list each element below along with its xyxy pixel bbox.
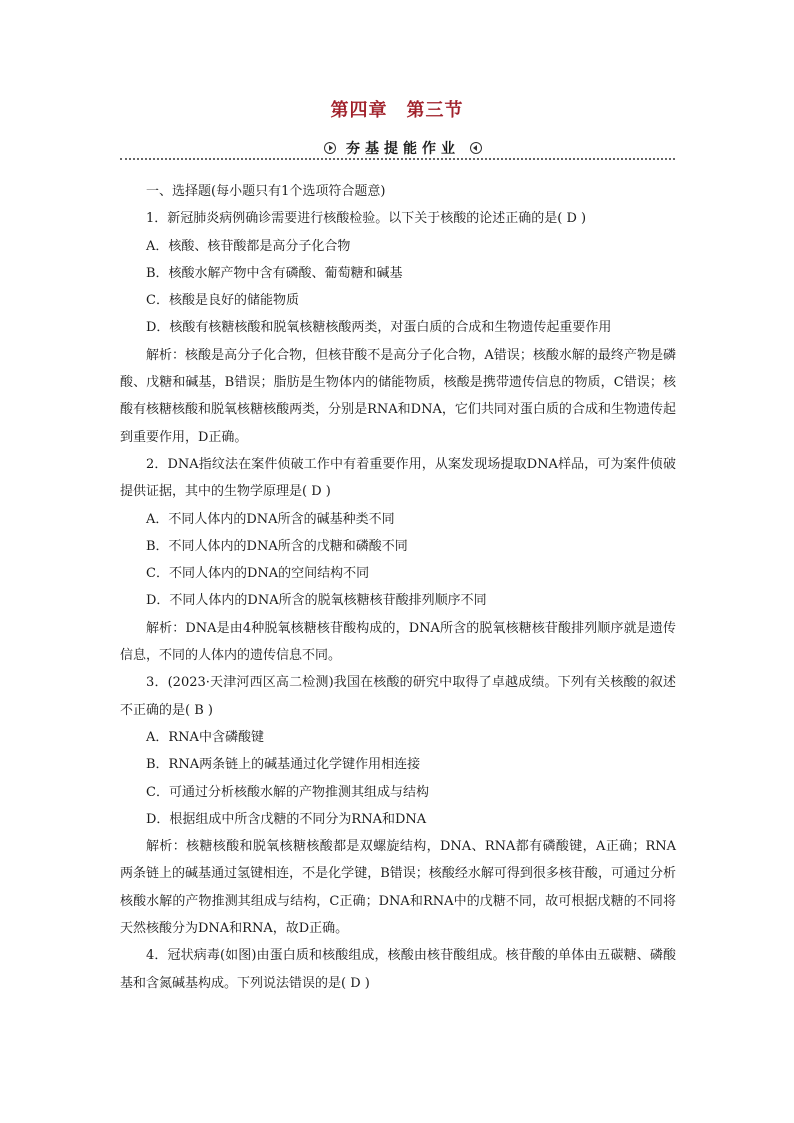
option-c: C．可通过分析核酸水解的产物推测其组成与结构	[146, 784, 429, 800]
question-4	[120, 942, 676, 997]
option-c: C．不同人体内的DNA的空间结构不同	[146, 566, 370, 582]
option-a: A．核酸、核苷酸都是高分子化合物	[146, 238, 351, 254]
section-banner	[120, 138, 675, 162]
question-stem: 1．新冠肺炎病例确诊需要进行核酸检验。以下关于核酸的论述正确的是( D )	[146, 211, 587, 227]
question-2	[120, 451, 676, 669]
question-analysis: 解析：核酸是高分子化合物，但核苷酸不是高分子化合物，A错误；核酸水解的最终产物是磷酸、戊糖和碱基，B错误；脂肪是生物体内的储能物质，核酸是携带遗传信息的物质，C错误；核酸有核糖核酸和脱氧核糖核酸两类，分别是RNA和DNA，它们共同对蛋白质的合成和生物遗传起到重要作用，D正确。	[120, 347, 676, 445]
play-left-icon	[470, 142, 482, 154]
play-right-icon	[324, 142, 336, 154]
question-1	[120, 205, 676, 451]
option-d: D．不同人体内的DNA所含的脱氧核糖核苷酸排列顺序不同	[146, 593, 487, 609]
question-stem: 3．(2023·天津河西区高二检测)我国在核酸的研究中取得了卓越成绩。下列有关核酸的叙述不正确的是( B )	[120, 675, 676, 718]
option-d: D．核酸有核糖核酸和脱氧核糖核酸两类，对蛋白质的合成和生物遗传起重要作用	[146, 320, 612, 336]
option-b: B．核酸水解产物中含有磷酸、葡萄糖和碱基	[146, 265, 403, 281]
page-title: 第四章 第三节	[330, 100, 464, 121]
banner-label: 夯基提能作业	[346, 141, 460, 157]
question-analysis: 解析：DNA是由4种脱氧核糖核苷酸构成的，DNA所含的脱氧核糖核苷酸排列顺序就是遗传信息，不同的人体内的遗传信息不同。	[120, 620, 676, 664]
question-3	[120, 669, 676, 942]
section-heading: 一、选择题(每小题只有1个选项符合题意)	[146, 184, 386, 199]
option-b: B．RNA两条链上的碱基通过化学键作用相连接	[146, 757, 421, 773]
dotted-divider	[120, 158, 675, 160]
question-stem: 4．冠状病毒(如图)由蛋白质和核酸组成，核酸由核苷酸组成。核苷酸的单体由五碳糖、磷酸基和含氮碱基构成。下列说法错误的是( D )	[120, 948, 676, 991]
option-b: B．不同人体内的DNA所含的戊糖和磷酸不同	[146, 538, 408, 554]
question-analysis: 解析：核糖核酸和脱氧核糖核酸都是双螺旋结构，DNA、RNA都有磷酸键，A正确；RNA两条链上的碱基通过氢键相连，不是化学键，B错误；核酸经水解可得到很多核苷酸，可通过分析核酸水解的产物推测其组成与结构，C正确；DNA和RNA中的戊糖不同，故可根据戊糖的不同将天然核酸分为DNA和RNA，故D正确。	[120, 839, 676, 937]
option-c: C．核酸是良好的储能物质	[146, 293, 299, 309]
question-stem: 2．DNA指纹法在案件侦破工作中有着重要作用，从案发现场提取DNA样品，可为案件侦破提供证据，其中的生物学原理是( D )	[120, 456, 676, 500]
option-a: A．不同人体内的DNA所含的碱基种类不同	[146, 511, 395, 527]
document-body	[120, 178, 676, 997]
option-d: D．根据组成中所含戊糖的不同分为RNA和DNA	[146, 811, 427, 827]
banner-tab	[308, 138, 498, 158]
option-a: A．RNA中含磷酸键	[146, 729, 264, 745]
